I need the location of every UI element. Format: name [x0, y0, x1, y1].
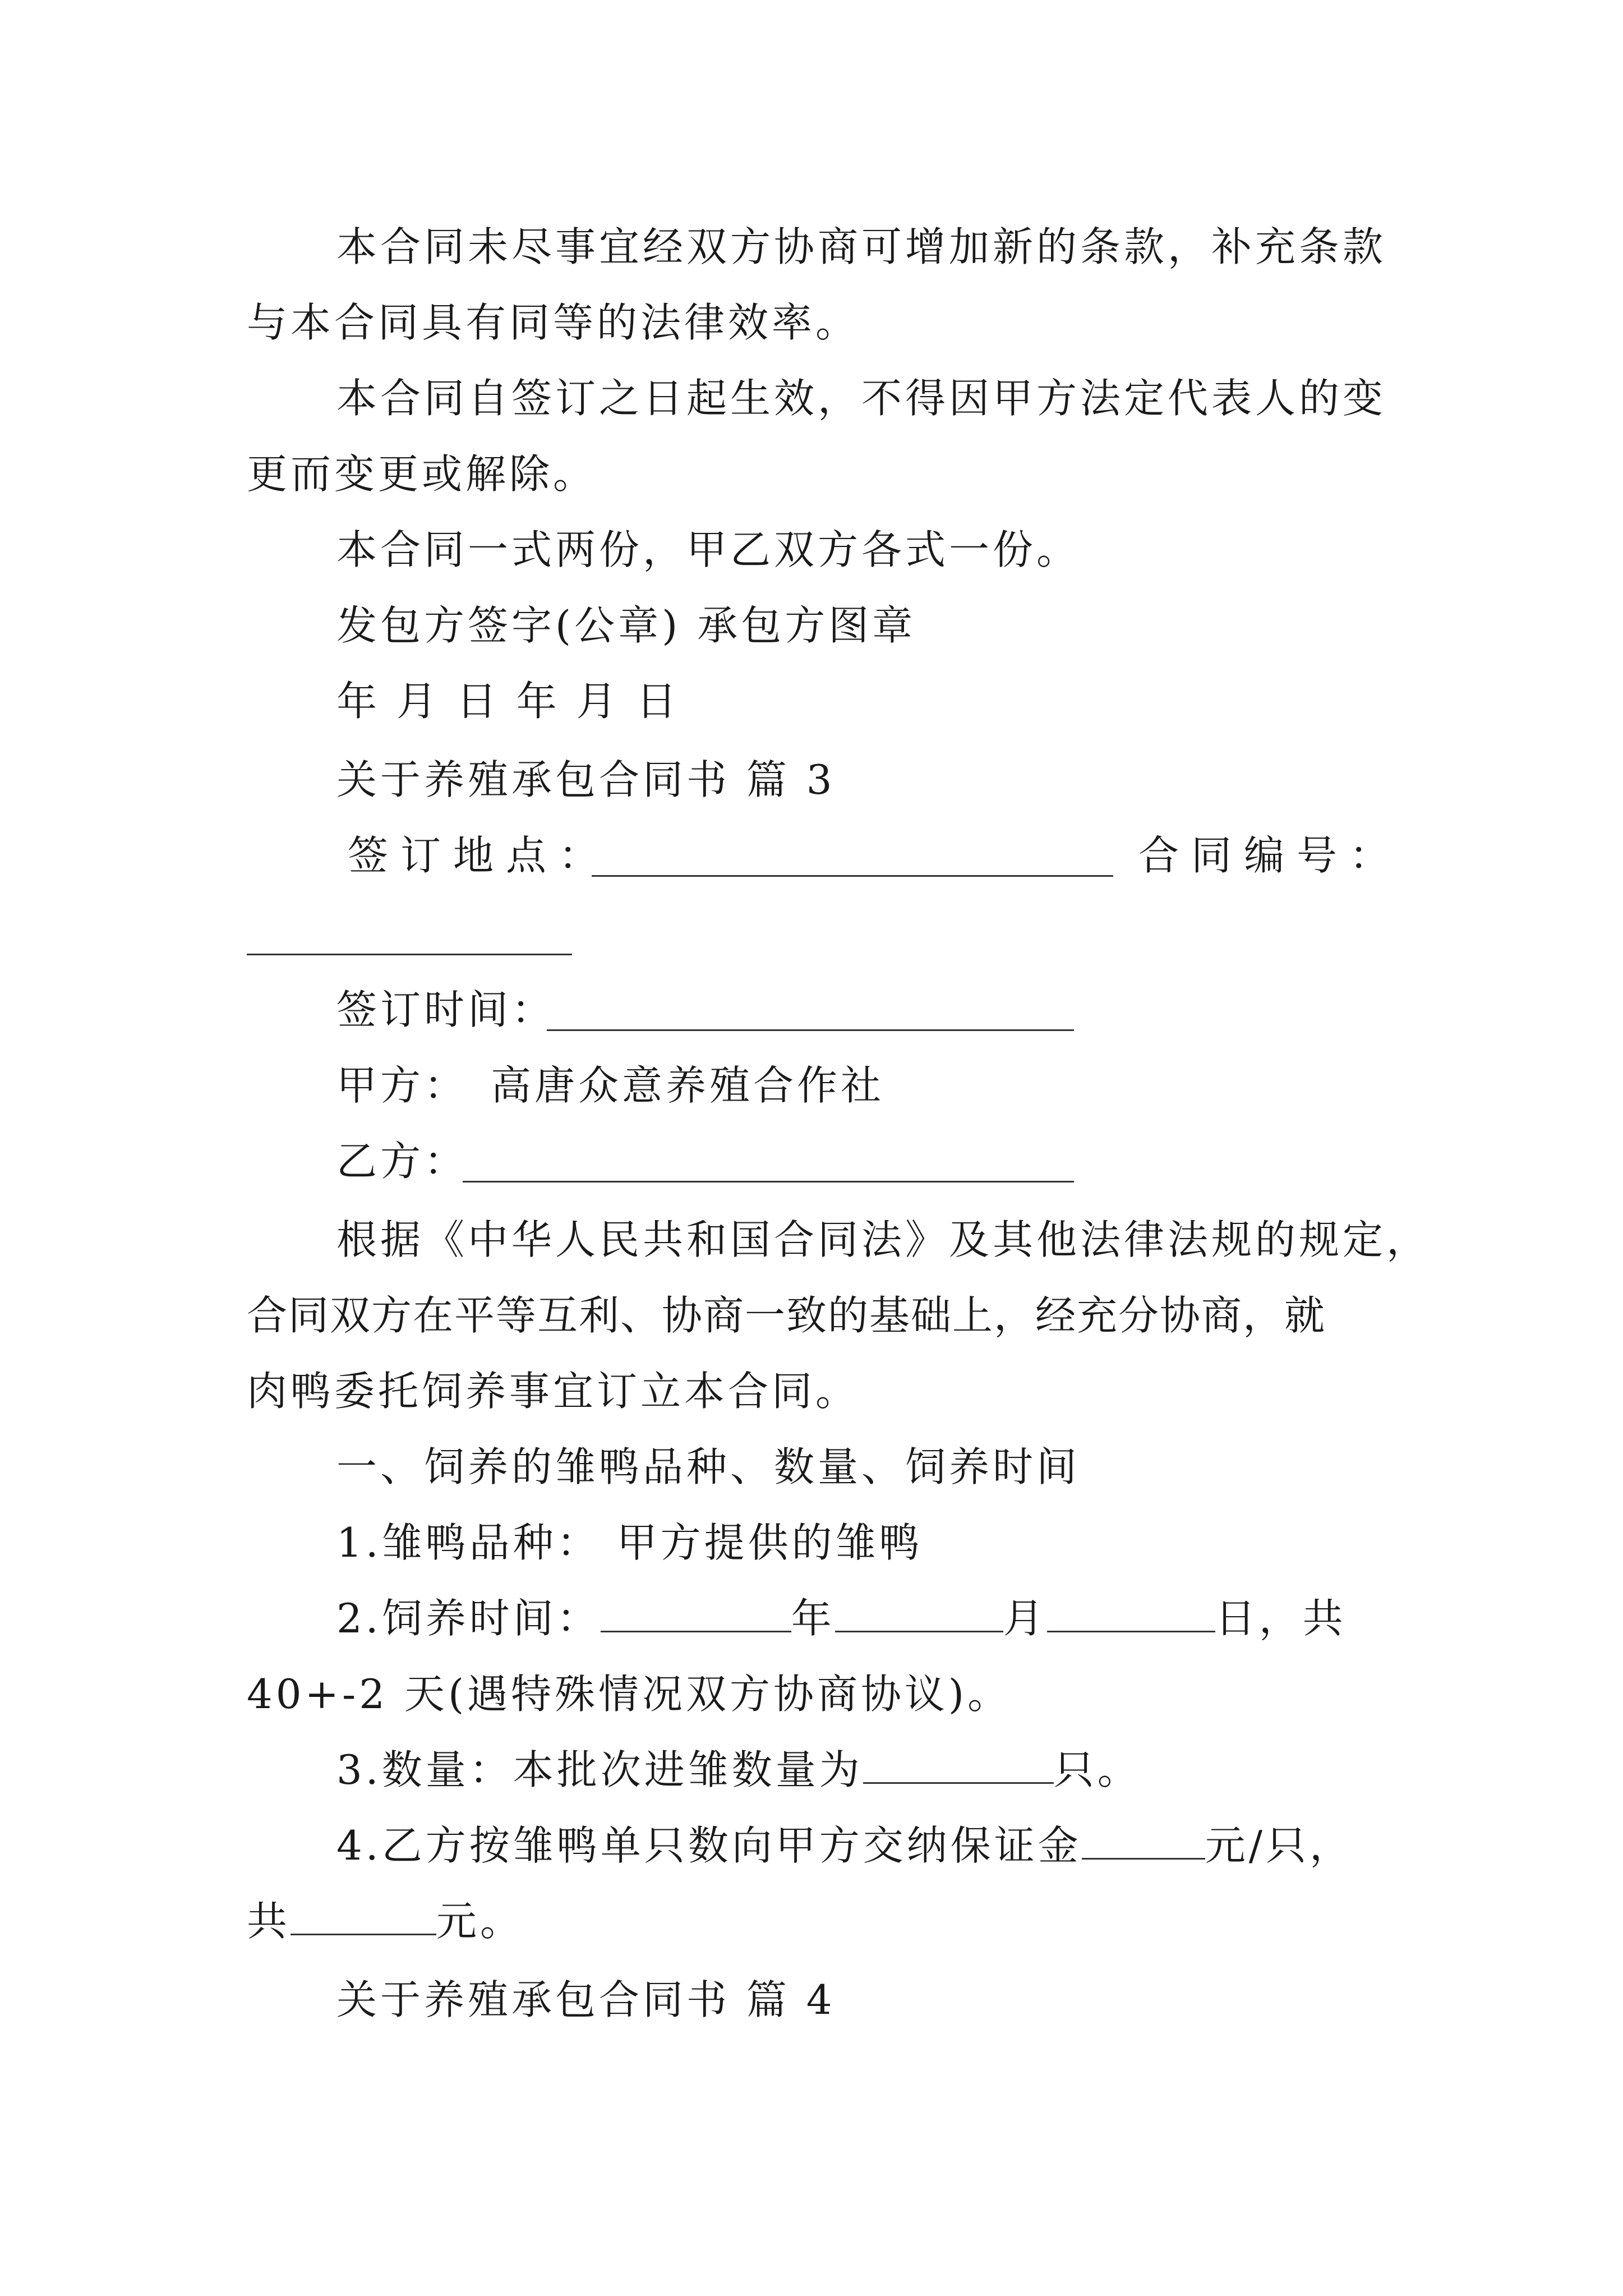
item-4-deposit — [336, 1818, 1385, 1874]
item-2-month-label: 月 — [1003, 1595, 1047, 1642]
contract-no-blank — [247, 954, 572, 955]
party-a-value: 高唐众意养殖合作社 — [491, 1062, 885, 1109]
item-3-suffix: 只。 — [1053, 1746, 1141, 1793]
paragraph-effective-line-1: 本合同自签订之日起生效，不得因甲方法定代表人的变 — [336, 375, 1387, 422]
paragraph-supplement-line-1: 本合同未尽事宜经双方协商可增加新的条款，补充条款 — [336, 223, 1387, 270]
paragraph-effective-line-2: 更而变更或解除。 — [247, 450, 597, 498]
sign-time-blank — [547, 1029, 1074, 1031]
item-3-quantity — [336, 1742, 1385, 1798]
party-a-label: 甲方： — [336, 1062, 468, 1109]
item-2-line-2: 40+-2 天(遇特殊情况双方协商协议)。 — [247, 1671, 1012, 1718]
item-2-day-blank — [1047, 1595, 1215, 1632]
paragraph-copies: 本合同一式两份，甲乙双方各式一份。 — [336, 526, 1081, 573]
signature-labels: 发包方签字(公章) 承包方图章 — [336, 602, 916, 649]
heading-section-4: 关于养殖承包合同书 篇 4 — [336, 1976, 836, 2023]
item-3-prefix: 3.数量：本批次进雏数量为 — [336, 1746, 863, 1793]
item-4-total-suffix: 元。 — [436, 1898, 524, 1945]
sign-place-blank — [592, 875, 1113, 877]
item-2-month-blank — [835, 1595, 1003, 1632]
heading-section-3: 关于养殖承包合同书 篇 3 — [336, 756, 836, 803]
contract-no-label: 合同编号： — [1138, 832, 1403, 879]
item-3-quantity-blank — [863, 1746, 1054, 1784]
item-2-day-label: 日，共 — [1215, 1595, 1347, 1642]
party-b-blank — [463, 1181, 1074, 1182]
item-2-year-label: 年 — [791, 1595, 835, 1642]
sign-place-label: 签订地点： — [348, 832, 612, 879]
item-2-year-blank — [601, 1595, 791, 1632]
sign-time-label: 签订时间： — [336, 986, 556, 1033]
item-4-prefix: 4.乙方按雏鸭单只数向甲方交纳保证金 — [336, 1822, 1082, 1869]
item-4-per-unit-blank — [1082, 1822, 1205, 1860]
intro-line-1: 根据《中华人民共和国合同法》及其他法律法规的规定， — [336, 1216, 1431, 1263]
item-4-total-blank — [291, 1898, 436, 1935]
party-b-label: 乙方： — [336, 1138, 468, 1185]
date-placeholders: 年 月 日 年 月 日 — [336, 678, 680, 725]
item-4-total-prefix: 共 — [247, 1898, 291, 1945]
item-4-suffix: 元/只， — [1205, 1822, 1353, 1869]
section-1-heading: 一、饲养的雏鸭品种、数量、饲养时间 — [336, 1443, 1081, 1490]
paragraph-supplement-line-2: 与本合同具有同等的法律效率。 — [247, 299, 860, 346]
item-1-breed: 1.雏鸭品种： 甲方提供的雏鸭 — [336, 1519, 923, 1566]
intro-line-3: 肉鸭委托饲养事宜订立本合同。 — [247, 1368, 860, 1415]
item-2-prefix: 2.饲养时间： — [336, 1595, 601, 1642]
intro-line-2: 合同双方在平等互利、协商一致的基础上，经充分协商，就 — [247, 1292, 1326, 1339]
item-4-line-2 — [247, 1893, 1385, 1949]
item-2-feeding-time — [336, 1590, 1385, 1646]
